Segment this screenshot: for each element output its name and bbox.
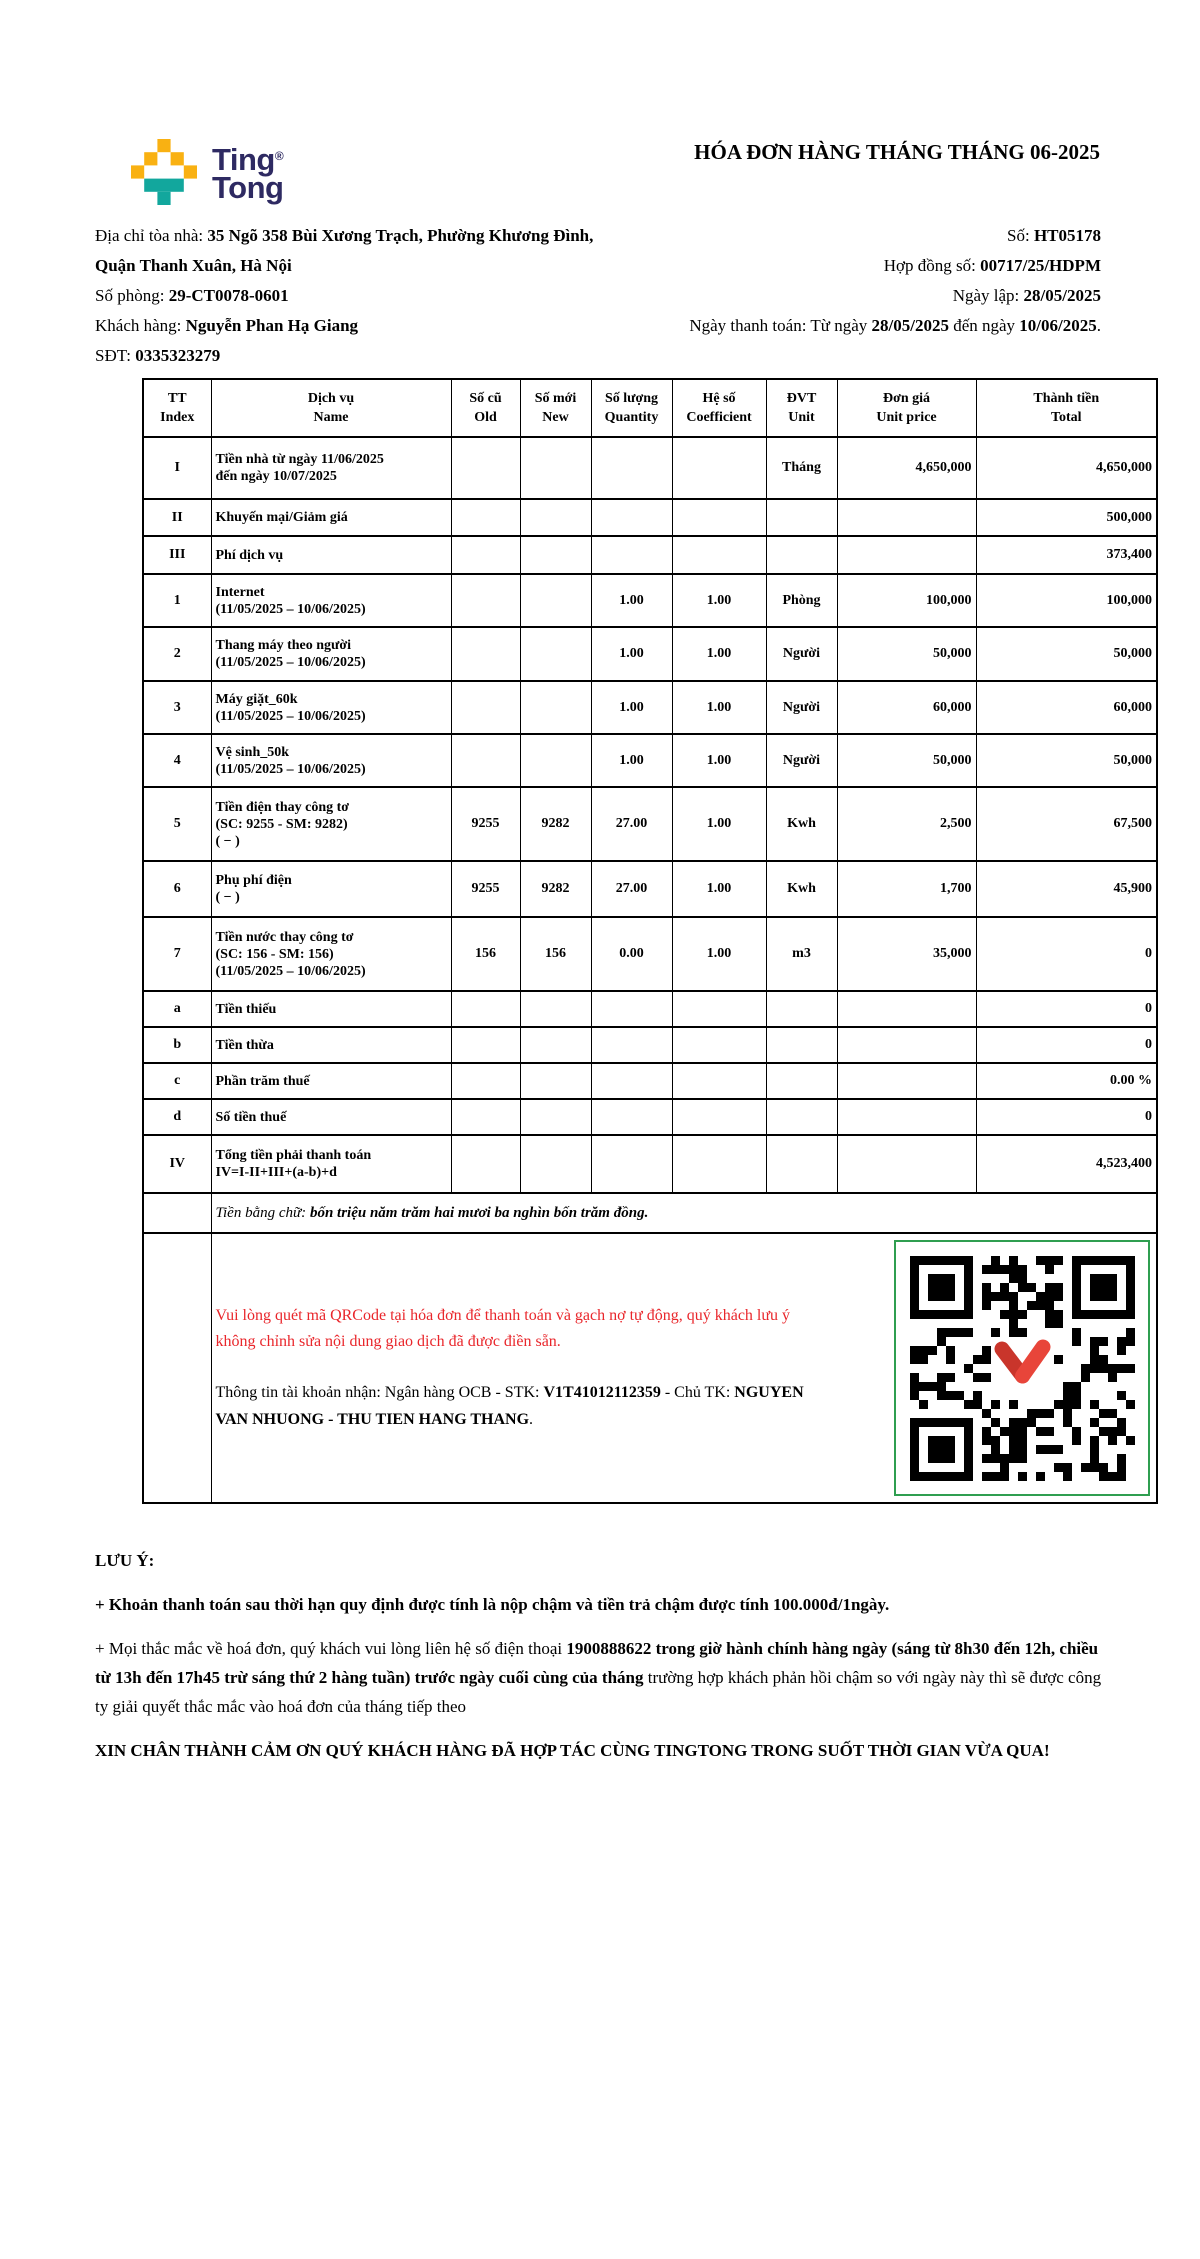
qr-section-cell (211, 1233, 1157, 1503)
cell-old: 156 (451, 917, 520, 991)
cell-new: 9282 (520, 861, 591, 917)
cell-price (837, 1027, 976, 1063)
issue-date-value: 28/05/2025 (1023, 286, 1101, 305)
cell-old (451, 536, 520, 574)
table-row (143, 991, 1157, 1027)
cell-price: 35,000 (837, 917, 976, 991)
account-mid: - Chủ TK: (660, 1384, 735, 1401)
cell-name: Khuyến mại/Giảm giá (211, 499, 451, 536)
cell-index: d (143, 1099, 211, 1135)
cell-unit: Kwh (766, 861, 837, 917)
cell-new: 9282 (520, 787, 591, 861)
customer-label: Khách hàng: (95, 316, 186, 335)
cell-coef: 1.00 (672, 787, 766, 861)
cell-price (837, 991, 976, 1027)
cell-coef: 1.00 (672, 627, 766, 681)
cell-total: 45,900 (976, 861, 1157, 917)
cell-name: Máy giặt_60k (11/05/2025 – 10/06/2025) (211, 681, 451, 734)
payment-from-value: 28/05/2025 (871, 316, 949, 335)
cell-qty: 27.00 (591, 861, 672, 917)
cell-unit (766, 1063, 837, 1099)
customer-value: Nguyễn Phan Hạ Giang (185, 316, 359, 335)
cell-name: Tiền thiếu (211, 991, 451, 1027)
qr-scan-note: Vui lòng quét mã QRCode tại hóa đơn để thanh toán và gạch nợ tự động, quý khách lưu ý không chỉnh sửa nội dung giao dịch đã được điền sẵn. (215, 1307, 791, 1350)
cell-old (451, 1099, 520, 1135)
cell-new (520, 1027, 591, 1063)
cell-total: 50,000 (976, 734, 1157, 787)
cell-coef (672, 1027, 766, 1063)
cell-index: I (143, 437, 211, 499)
cell-qty (591, 1099, 672, 1135)
footer-notes (95, 1546, 1105, 1765)
cell-name: Phí dịch vụ (211, 536, 451, 574)
invoice-no-label: Số: (1007, 226, 1034, 245)
table-row (143, 627, 1157, 681)
cell-unit: m3 (766, 917, 837, 991)
cell-unit (766, 499, 837, 536)
cell-name: Tổng tiền phải thanh toán IV=I-II+III+(a-b)+d (211, 1135, 451, 1193)
cell-new (520, 627, 591, 681)
account-holder: NGUYEN VAN NHUONG - THU TIEN HANG THANG (215, 1384, 804, 1428)
cell-qty (591, 536, 672, 574)
table-row (143, 1099, 1157, 1135)
table-row (143, 681, 1157, 734)
table-header-cell: Số cũ Old (451, 379, 520, 437)
cell-price: 4,650,000 (837, 437, 976, 499)
cell-price (837, 536, 976, 574)
cell-index: 3 (143, 681, 211, 734)
late-payment-note: + Khoản thanh toán sau thời hạn quy định được tính là nộp chậm và tiền trả chậm được tính 100.000đ/1ngày. (95, 1595, 890, 1614)
cell-index: IV (143, 1135, 211, 1193)
cell-total: 0 (976, 917, 1157, 991)
cell-name: Vệ sinh_50k (11/05/2025 – 10/06/2025) (211, 734, 451, 787)
bank-account-info (216, 1379, 824, 1433)
cell-qty (591, 1063, 672, 1099)
address-value: 35 Ngõ 358 Bùi Xương Trạch, Phường Khương Đình, Quận Thanh Xuân, Hà Nội (95, 226, 594, 275)
cell-old (451, 627, 520, 681)
cell-unit (766, 991, 837, 1027)
table-header-cell: TT Index (143, 379, 211, 437)
cell-index: 7 (143, 917, 211, 991)
cell-new (520, 536, 591, 574)
cell-price: 60,000 (837, 681, 976, 734)
cell-total: 373,400 (976, 536, 1157, 574)
amount-in-words-label: Tiền bằng chữ: (215, 1204, 310, 1221)
cell-price: 50,000 (837, 734, 976, 787)
cell-new (520, 1099, 591, 1135)
cell-total: 0 (976, 1027, 1157, 1063)
empty-cell (143, 1233, 211, 1503)
cell-name: Tiền thừa (211, 1027, 451, 1063)
cell-new (520, 991, 591, 1027)
cell-total: 0.00 % (976, 1063, 1157, 1099)
phone-value: 0335323279 (135, 346, 221, 365)
cell-new (520, 1135, 591, 1193)
cell-total: 0 (976, 1099, 1157, 1135)
cell-unit (766, 1099, 837, 1135)
cell-old (451, 1063, 520, 1099)
hotline-note (95, 1634, 1105, 1721)
cell-coef (672, 1135, 766, 1193)
cell-name: Phụ phí điện ( − ) (211, 861, 451, 917)
cell-name: Tiền nhà từ ngày 11/06/2025 đến ngày 10/07/2025 (211, 437, 451, 499)
table-row (143, 536, 1157, 574)
cell-old (451, 437, 520, 499)
cell-index: 1 (143, 574, 211, 627)
table-header-cell: Dịch vụ Name (211, 379, 451, 437)
cell-price: 50,000 (837, 627, 976, 681)
account-number: V1T41012112359 (543, 1384, 661, 1401)
cell-qty (591, 1135, 672, 1193)
table-header-cell: Số mới New (520, 379, 591, 437)
cell-price (837, 1099, 976, 1135)
cell-coef (672, 1063, 766, 1099)
cell-total: 50,000 (976, 627, 1157, 681)
hotline-note-part3: trường hợp khách phản hồi chậm so với ngày này thì sẽ được công ty giải quyết thắc mắc vào hoá đơn của tháng tiếp theo (95, 1668, 1102, 1716)
tingtong-logo (131, 130, 283, 214)
cell-name: Tiền điện thay công tơ (SC: 9255 - SM: 9282) ( − ) (211, 787, 451, 861)
cell-qty: 1.00 (591, 681, 672, 734)
table-row (143, 437, 1157, 499)
tingtong-logo-icon (131, 139, 197, 205)
cell-name: Phần trăm thuế (211, 1063, 451, 1099)
cell-unit: Tháng (766, 437, 837, 499)
cell-coef: 1.00 (672, 734, 766, 787)
cell-total: 4,650,000 (976, 437, 1157, 499)
hotline-note-bold2: trước ngày cuối cùng của tháng (414, 1668, 644, 1687)
logo-word-ting: Ting (212, 142, 275, 177)
payment-period-mid: đến ngày (948, 316, 1020, 335)
cell-price (837, 1063, 976, 1099)
cell-total: 60,000 (976, 681, 1157, 734)
cell-new (520, 437, 591, 499)
cell-qty (591, 991, 672, 1027)
cell-qty (591, 1027, 672, 1063)
cell-coef (672, 499, 766, 536)
contract-label: Hợp đồng số: (883, 256, 981, 275)
cell-coef (672, 437, 766, 499)
table-row (143, 1027, 1157, 1063)
payment-period-label: Ngày thanh toán: Từ ngày (689, 316, 872, 335)
cell-qty: 1.00 (591, 627, 672, 681)
cell-coef (672, 1099, 766, 1135)
table-header-row (143, 379, 1157, 437)
cell-unit: Người (766, 627, 837, 681)
table-row (143, 574, 1157, 627)
hotline-note-part1: + Mọi thắc mắc về hoá đơn, quý khách vui lòng liên hệ số điện thoại (95, 1639, 567, 1658)
cell-price: 2,500 (837, 787, 976, 861)
table-header-cell: Đơn giá Unit price (837, 379, 976, 437)
cell-price: 100,000 (837, 574, 976, 627)
cell-coef: 1.00 (672, 681, 766, 734)
cell-index: 6 (143, 861, 211, 917)
customer-info (95, 221, 627, 371)
cell-index: 2 (143, 627, 211, 681)
qr-code-icon (910, 1256, 1135, 1481)
cell-coef: 1.00 (672, 917, 766, 991)
cell-unit (766, 1135, 837, 1193)
notes-heading: LƯU Ý: (95, 1551, 155, 1570)
cell-index: c (143, 1063, 211, 1099)
phone-label: SĐT: (95, 346, 136, 365)
contract-value: 00717/25/HDPM (980, 256, 1101, 275)
cell-old (451, 681, 520, 734)
cell-total: 100,000 (976, 574, 1157, 627)
cell-old: 9255 (451, 861, 520, 917)
cell-unit (766, 1027, 837, 1063)
cell-name: Internet (11/05/2025 – 10/06/2025) (211, 574, 451, 627)
table-header-cell: Số lượng Quantity (591, 379, 672, 437)
cell-qty (591, 437, 672, 499)
cell-unit: Người (766, 734, 837, 787)
cell-price (837, 1135, 976, 1193)
amount-in-words-value: bốn triệu năm trăm hai mươi ba nghìn bốn trăm đồng. (309, 1204, 649, 1221)
table-row (143, 787, 1157, 861)
cell-coef (672, 536, 766, 574)
qr-row (143, 1233, 1157, 1503)
payment-instructions (216, 1303, 824, 1433)
qr-code-frame (894, 1240, 1150, 1496)
cell-qty: 1.00 (591, 574, 672, 627)
account-suffix: . (529, 1411, 534, 1428)
table-header-cell: Hệ số Coefficient (672, 379, 766, 437)
payment-to-value: 10/06/2025 (1019, 316, 1097, 335)
invoice-info (95, 221, 1101, 371)
invoice-meta (627, 221, 1101, 371)
cell-index: a (143, 991, 211, 1027)
logo-wordmark (212, 142, 284, 205)
cell-qty: 0.00 (591, 917, 672, 991)
table-header-cell: Thành tiền Total (976, 379, 1157, 437)
cell-index: 4 (143, 734, 211, 787)
table-row (143, 1063, 1157, 1099)
cell-old: 9255 (451, 787, 520, 861)
cell-price (837, 499, 976, 536)
cell-unit: Người (766, 681, 837, 734)
cell-index: b (143, 1027, 211, 1063)
empty-cell (143, 1193, 211, 1233)
invoice-no-value: HT05178 (1033, 226, 1101, 245)
cell-new (520, 681, 591, 734)
thank-you-message: XIN CHÂN THÀNH CẢM ƠN QUÝ KHÁCH HÀNG ĐÃ HỢP TÁC CÙNG TINGTONG TRONG SUỐT THỜI GIAN VỪA QUA! (95, 1741, 1050, 1760)
payment-period-end: . (1096, 316, 1101, 335)
table-row (143, 734, 1157, 787)
cell-name: Tiền nước thay công tơ (SC: 156 - SM: 156) (11/05/2025 – 10/06/2025) (211, 917, 451, 991)
cell-new: 156 (520, 917, 591, 991)
cell-coef: 1.00 (672, 574, 766, 627)
cell-index: 5 (143, 787, 211, 861)
amount-in-words-row (143, 1193, 1157, 1233)
cell-index: III (143, 536, 211, 574)
cell-index: II (143, 499, 211, 536)
cell-price: 1,700 (837, 861, 976, 917)
cell-total: 67,500 (976, 787, 1157, 861)
account-prefix: Thông tin tài khoản nhận: Ngân hàng OCB - STK: (215, 1384, 544, 1401)
cell-old (451, 1027, 520, 1063)
amount-in-words-cell (211, 1193, 1157, 1233)
table-row (143, 861, 1157, 917)
registered-mark-icon: ® (274, 149, 284, 163)
cell-old (451, 734, 520, 787)
page-title: HÓA ĐƠN HÀNG THÁNG THÁNG 06-2025 (694, 140, 1100, 164)
invoice-table (142, 378, 1158, 1504)
room-label: Số phòng: (95, 286, 169, 305)
address-label: Địa chỉ tòa nhà: (95, 226, 208, 245)
cell-new (520, 499, 591, 536)
cell-name: Thang máy theo người (11/05/2025 – 10/06/2025) (211, 627, 451, 681)
cell-total: 4,523,400 (976, 1135, 1157, 1193)
cell-old (451, 1135, 520, 1193)
cell-old (451, 499, 520, 536)
cell-unit (766, 536, 837, 574)
cell-coef: 1.00 (672, 861, 766, 917)
cell-total: 500,000 (976, 499, 1157, 536)
cell-old (451, 574, 520, 627)
logo-word-tong: Tong (212, 170, 284, 205)
room-value: 29-CT0078-0601 (168, 286, 289, 305)
cell-name: Số tiền thuế (211, 1099, 451, 1135)
table-header-cell: ĐVT Unit (766, 379, 837, 437)
cell-qty (591, 499, 672, 536)
cell-old (451, 991, 520, 1027)
cell-coef (672, 991, 766, 1027)
cell-new (520, 1063, 591, 1099)
cell-qty: 1.00 (591, 734, 672, 787)
cell-new (520, 574, 591, 627)
cell-new (520, 734, 591, 787)
cell-total: 0 (976, 991, 1157, 1027)
cell-unit: Kwh (766, 787, 837, 861)
cell-qty: 27.00 (591, 787, 672, 861)
issue-date-label: Ngày lập: (952, 286, 1024, 305)
table-row (143, 499, 1157, 536)
table-row (143, 917, 1157, 991)
hotline-note-bold1: 1900888622 trong giờ hành chính hàng ngày (sáng từ 8h30 đến 12h, chiều từ 13h đến 17h45 trừ sáng thứ 2 hàng tuần) (95, 1639, 1099, 1687)
cell-unit: Phòng (766, 574, 837, 627)
table-row (143, 1135, 1157, 1193)
